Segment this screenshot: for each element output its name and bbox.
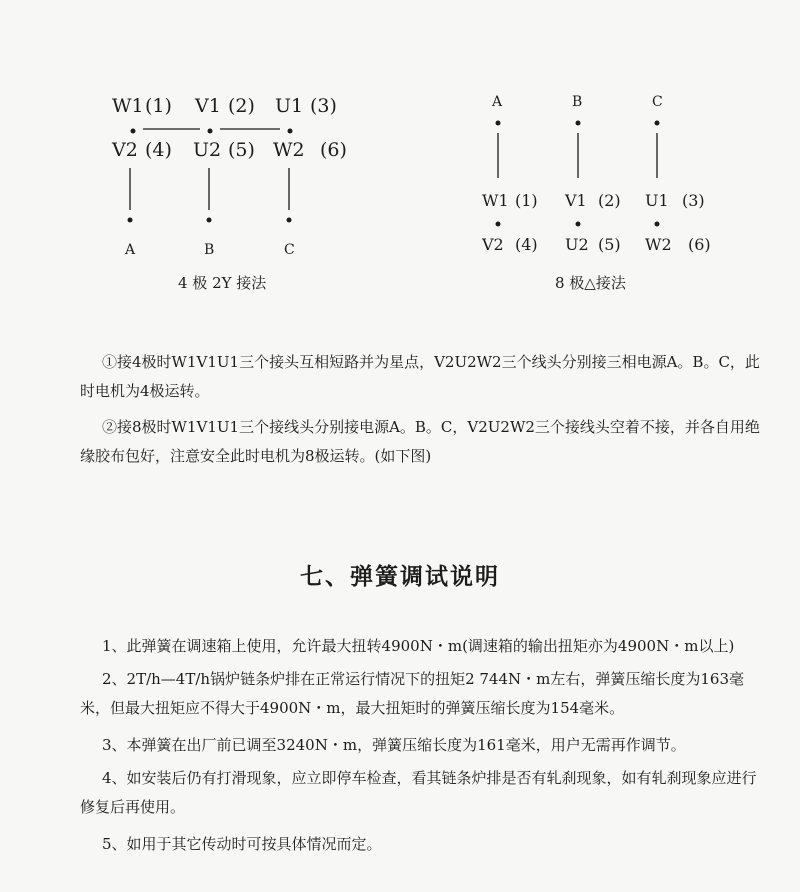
right-terminal-dot-b	[576, 121, 581, 126]
section-title: 七、弹簧调试说明	[300, 564, 500, 590]
left-bottom-v2: V2	[112, 139, 138, 161]
item-4	[80, 764, 770, 822]
diagram-8-pole-delta	[481, 94, 711, 292]
note-1	[80, 348, 770, 406]
item-2-text: 2、2T/h—4T/h锅炉链条炉排在正常运行情况下的扭矩2 744N・m左右，弹簧压缩长度为163毫米，但最大扭矩应不得大于4900N・m，最大扭矩时的弹簧压缩长度为154毫米。	[80, 670, 744, 717]
left-bottom-4: (4)	[145, 139, 172, 161]
right-terminal-a: A	[492, 94, 503, 110]
right-top-w1: W1	[482, 191, 509, 210]
right-bottom-6: (6)	[688, 235, 711, 254]
right-bottom-w2: W2	[645, 235, 672, 254]
wiring-diagrams	[0, 0, 800, 300]
left-terminal-c: C	[284, 242, 295, 258]
left-terminal-dot-a	[128, 218, 133, 223]
right-terminal-dot-a	[496, 121, 501, 126]
right-bottom-v2: V2	[482, 235, 504, 254]
left-bottom-5: (5)	[228, 139, 255, 161]
right-bottom-u2: U2	[565, 235, 589, 254]
left-dot-u1	[288, 129, 293, 134]
left-terminal-dot-c	[287, 218, 292, 223]
right-dot-v1	[576, 222, 581, 227]
note-2-text: ②接8极时W1V1U1三个接线头分别接电源A。B。C，V2U2W2三个接线头空着不接，并各自用绝缘胶布包好，注意安全此时电机为8极运转。(如下图)	[80, 418, 760, 465]
right-caption: 8 极△接法	[555, 274, 626, 292]
right-terminal-dot-c	[655, 121, 660, 126]
item-3	[80, 731, 770, 760]
diagram-4-pole-2y	[111, 95, 347, 292]
item-5	[80, 830, 770, 859]
item-2	[80, 665, 770, 723]
right-dot-w1	[496, 222, 501, 227]
left-dot-w1	[131, 129, 136, 134]
right-top-v1: V1	[565, 191, 587, 210]
item-4-text: 4、如安装后仍有打滑现象，应立即停车检查，看其链条炉排是否有轧刹现象，如有轧刹现象应进行修复后再使用。	[80, 769, 757, 816]
right-top-1: (1)	[515, 191, 538, 210]
right-dot-u1	[655, 222, 660, 227]
left-top-3: (3)	[310, 95, 337, 117]
right-bottom-5: (5)	[598, 235, 621, 254]
left-dot-v1	[208, 129, 213, 134]
left-caption: 4 极 2Y 接法	[178, 274, 267, 292]
left-terminal-dot-b	[207, 218, 212, 223]
item-3-text: 3、本弹簧在出厂前已调至3240N・m，弹簧压缩长度为161毫米，用户无需再作调节。	[102, 736, 686, 754]
left-top-1: (1)	[145, 95, 172, 117]
note-1-text: ①接4极时W1V1U1三个接头互相短路并为星点，V2U2W2三个线头分别接三相电源A。B。C，此时电机为4极运转。	[80, 353, 760, 400]
right-top-3: (3)	[682, 191, 705, 210]
left-top-u1: U1	[275, 95, 304, 117]
item-1-text: 1、此弹簧在调速箱上使用，允许最大扭转4900N・m(调速箱的输出扭矩亦为4900N・m以上)	[102, 637, 735, 655]
item-1	[80, 632, 770, 661]
left-bottom-6: (6)	[320, 139, 347, 161]
right-terminal-c: C	[652, 94, 663, 110]
left-terminal-b: B	[204, 242, 215, 258]
left-terminal-a: A	[125, 242, 136, 258]
right-terminal-b: B	[572, 94, 583, 110]
left-bottom-u2: U2	[193, 139, 222, 161]
item-5-text: 5、如用于其它传动时可按具体情况而定。	[102, 835, 382, 853]
left-top-w1: W1	[112, 95, 144, 117]
right-bottom-4: (4)	[515, 235, 538, 254]
right-top-2: (2)	[598, 191, 621, 210]
right-top-u1: U1	[645, 191, 669, 210]
left-top-v1: V1	[195, 95, 221, 117]
left-bottom-w2: W2	[273, 139, 305, 161]
note-2	[80, 413, 770, 471]
left-top-2: (2)	[228, 95, 255, 117]
